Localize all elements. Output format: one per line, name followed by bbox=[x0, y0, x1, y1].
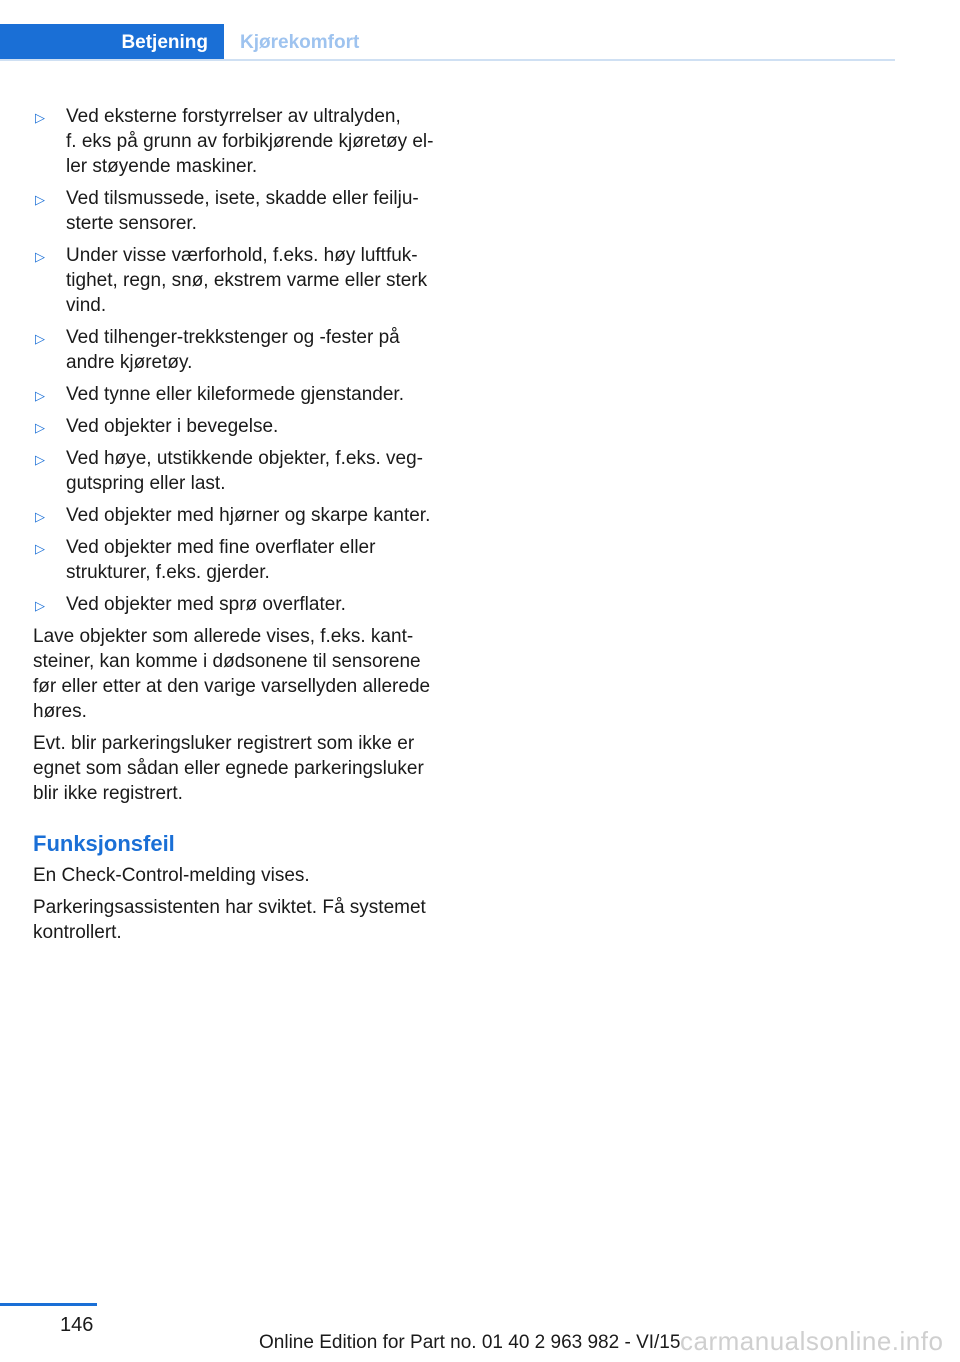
line: Ved tilhenger-trekkstenger og -fester på bbox=[66, 327, 400, 348]
page-content bbox=[33, 104, 453, 952]
line: strukturer, f.eks. gjerder. bbox=[66, 562, 270, 583]
paragraph bbox=[33, 731, 453, 806]
line: ler støyende maskiner. bbox=[66, 156, 258, 177]
line: kontrollert. bbox=[33, 922, 122, 943]
section-title: Funksjonsfeil bbox=[33, 831, 175, 856]
header-divider bbox=[0, 59, 895, 61]
triangle-bullet-icon: ▷ bbox=[35, 541, 45, 556]
line: gutspring eller last. bbox=[66, 473, 226, 494]
line: Ved objekter med fine overflater eller bbox=[66, 537, 376, 558]
line: blir ikke registrert. bbox=[33, 783, 183, 804]
line: Ved tilsmussede, isete, skadde eller feilju- bbox=[66, 188, 419, 209]
tab-betjening[interactable]: Betjening bbox=[0, 24, 224, 61]
triangle-bullet-icon: ▷ bbox=[35, 331, 45, 346]
line: Ved objekter med hjørner og skarpe kanter. bbox=[66, 505, 431, 526]
list-item bbox=[33, 104, 453, 179]
line: Parkeringsassistenten har sviktet. Få systemet bbox=[33, 897, 426, 918]
line: Lave objekter som allerede vises, f.eks. kant- bbox=[33, 626, 414, 647]
watermark: carmanualsonline.info bbox=[680, 1326, 944, 1356]
line: høres. bbox=[33, 701, 87, 722]
line: Ved objekter med sprø overflater. bbox=[66, 594, 346, 615]
tab-kjorekomfort[interactable]: Kjørekomfort bbox=[240, 32, 360, 53]
line: sterte sensorer. bbox=[66, 213, 197, 234]
line: tighet, regn, snø, ekstrem varme eller sterk bbox=[66, 270, 428, 291]
paragraph bbox=[33, 895, 453, 945]
chapter-header bbox=[0, 24, 895, 62]
line: f. eks på grunn av forbikjørende kjøretøy el- bbox=[66, 131, 434, 152]
line: Ved høye, utstikkende objekter, f.eks. veg- bbox=[66, 448, 423, 469]
list-item bbox=[33, 243, 453, 318]
line: før eller etter at den varige varsellyden allerede bbox=[33, 676, 431, 697]
list-item bbox=[33, 414, 453, 439]
triangle-bullet-icon: ▷ bbox=[35, 192, 45, 207]
triangle-bullet-icon: ▷ bbox=[35, 598, 45, 613]
bullet-list bbox=[33, 104, 453, 617]
line: Evt. blir parkeringsluker registrert som ikke er bbox=[33, 733, 415, 754]
list-item bbox=[33, 592, 453, 617]
list-item bbox=[33, 446, 453, 496]
page-number: 146 bbox=[60, 1314, 94, 1336]
list-item bbox=[33, 503, 453, 528]
triangle-bullet-icon: ▷ bbox=[35, 452, 45, 467]
triangle-bullet-icon: ▷ bbox=[35, 249, 45, 264]
line: En Check-Control-melding vises. bbox=[33, 865, 310, 886]
line: Ved tynne eller kileformede gjenstander. bbox=[66, 384, 404, 405]
line: andre kjøretøy. bbox=[66, 352, 193, 373]
paragraph bbox=[33, 863, 453, 888]
line: Under visse værforhold, f.eks. høy luftfuk- bbox=[66, 245, 418, 266]
line: steiner, kan komme i dødsonene til sensorene bbox=[33, 651, 421, 672]
triangle-bullet-icon: ▷ bbox=[35, 509, 45, 524]
paragraph bbox=[33, 624, 453, 724]
line: Ved eksterne forstyrrelser av ultralyden, bbox=[66, 106, 401, 127]
line: vind. bbox=[66, 295, 107, 316]
edition-text: Online Edition for Part no. 01 40 2 963 982 - VI/15 bbox=[259, 1332, 681, 1353]
triangle-bullet-icon: ▷ bbox=[35, 388, 45, 403]
line: Ved objekter i bevegelse. bbox=[66, 416, 279, 437]
triangle-bullet-icon: ▷ bbox=[35, 110, 45, 125]
line: egnet som sådan eller egnede parkeringsluker bbox=[33, 758, 424, 779]
list-item bbox=[33, 382, 453, 407]
footer-divider bbox=[0, 1303, 97, 1306]
list-item bbox=[33, 186, 453, 236]
triangle-bullet-icon: ▷ bbox=[35, 420, 45, 435]
list-item bbox=[33, 535, 453, 585]
list-item bbox=[33, 325, 453, 375]
